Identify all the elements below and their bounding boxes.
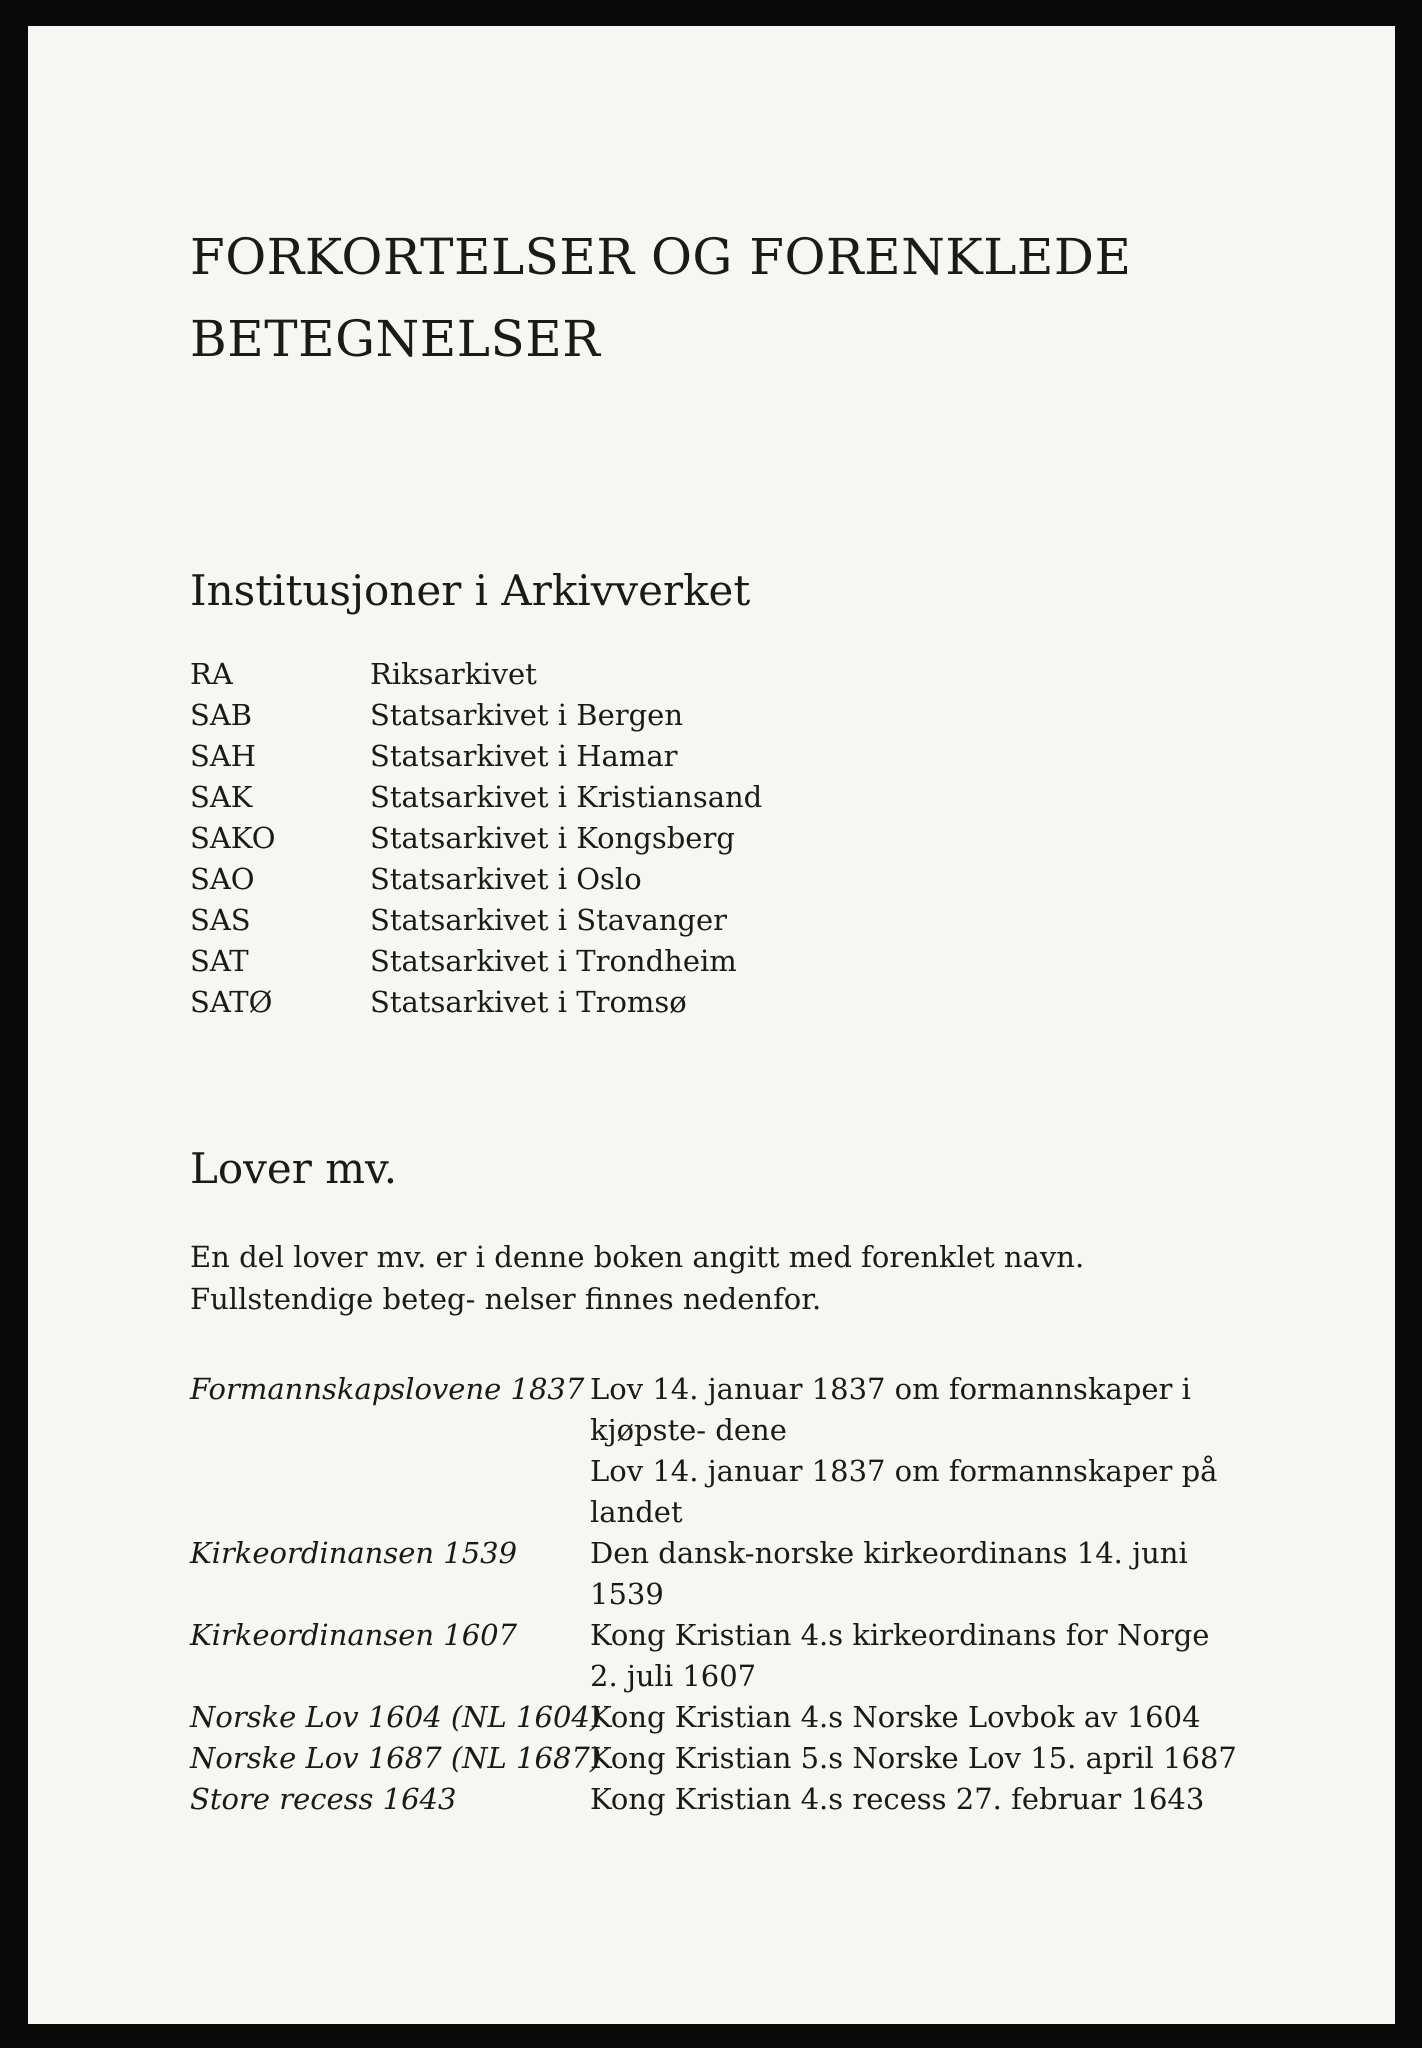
institution-name: Statsarkivet i Trondheim — [370, 944, 737, 978]
law-full-name: Lov 14. januar 1837 om formannskaper i kjøpste- dene — [590, 1372, 1191, 1447]
law-row — [190, 1738, 1290, 1779]
institution-code: SAO — [190, 862, 255, 896]
institutions-list — [190, 654, 762, 1023]
law-full-name: Den dansk-norske kirkeordinans 14. juni 1539 — [590, 1536, 1188, 1611]
law-row — [190, 1779, 1290, 1820]
law-row — [190, 1697, 1290, 1738]
law-full-name: Kong Kristian 5.s Norske Lov 15. april 1687 — [590, 1741, 1237, 1775]
page-title: FORKORTELSER OG FORENKLEDE BETEGNELSER — [190, 228, 1132, 368]
institution-code: SAKO — [190, 821, 276, 855]
institution-row — [190, 859, 762, 900]
institution-row — [190, 777, 762, 818]
institution-row — [190, 654, 762, 695]
institution-code: SAS — [190, 903, 251, 937]
institution-row — [190, 818, 762, 859]
law-short-name: Formannskapslovene 1837 — [190, 1372, 585, 1406]
law-short-name: Kirkeordinansen 1607 — [190, 1618, 518, 1652]
institution-name: Statsarkivet i Oslo — [370, 862, 642, 896]
institution-name: Statsarkivet i Kongsberg — [370, 821, 735, 855]
law-full-name: Kong Kristian 4.s Norske Lovbok av 1604 — [590, 1700, 1201, 1734]
laws-list — [190, 1369, 1290, 1820]
law-short-name: Store recess 1643 — [190, 1782, 457, 1816]
institution-name: Statsarkivet i Stavanger — [370, 903, 728, 937]
law-row — [190, 1451, 1290, 1533]
institution-row — [190, 941, 762, 982]
institution-code: SATØ — [190, 985, 273, 1019]
institution-code: RA — [190, 657, 233, 691]
institution-code: SAH — [190, 739, 257, 773]
institutions-heading: Institusjoner i Arkivverket — [190, 566, 751, 615]
law-short-name: Norske Lov 1687 (NL 1687) — [190, 1741, 602, 1775]
laws-intro: En del lover mv. er i denne boken angitt med forenklet navn. Fullstendige beteg- nelser finnes nedenfor. — [190, 1240, 1085, 1316]
law-short-name: Kirkeordinansen 1539 — [190, 1536, 518, 1570]
law-row — [190, 1369, 1290, 1451]
institution-code: SAK — [190, 780, 253, 814]
law-row — [190, 1615, 1290, 1697]
institution-name: Riksarkivet — [370, 657, 537, 691]
institution-row — [190, 982, 762, 1023]
law-full-name: Kong Kristian 4.s recess 27. februar 1643 — [590, 1782, 1205, 1816]
institution-name: Statsarkivet i Bergen — [370, 698, 683, 732]
institution-name: Statsarkivet i Kristiansand — [370, 780, 763, 814]
law-short-name: Norske Lov 1604 (NL 1604) — [190, 1700, 602, 1734]
institution-row — [190, 736, 762, 777]
institution-row — [190, 695, 762, 736]
law-short-name — [190, 1451, 590, 1533]
law-full-name: Lov 14. januar 1837 om formannskaper på landet — [590, 1454, 1218, 1529]
laws-heading: Lover mv. — [190, 1144, 398, 1193]
institution-code: SAT — [190, 944, 249, 978]
institution-row — [190, 900, 762, 941]
institution-name: Statsarkivet i Tromsø — [370, 985, 687, 1019]
document-page — [28, 26, 1395, 2024]
law-row — [190, 1533, 1290, 1615]
institution-name: Statsarkivet i Hamar — [370, 739, 678, 773]
institution-code: SAB — [190, 698, 253, 732]
law-full-name: Kong Kristian 4.s kirkeordinans for Norge 2. juli 1607 — [590, 1618, 1210, 1693]
